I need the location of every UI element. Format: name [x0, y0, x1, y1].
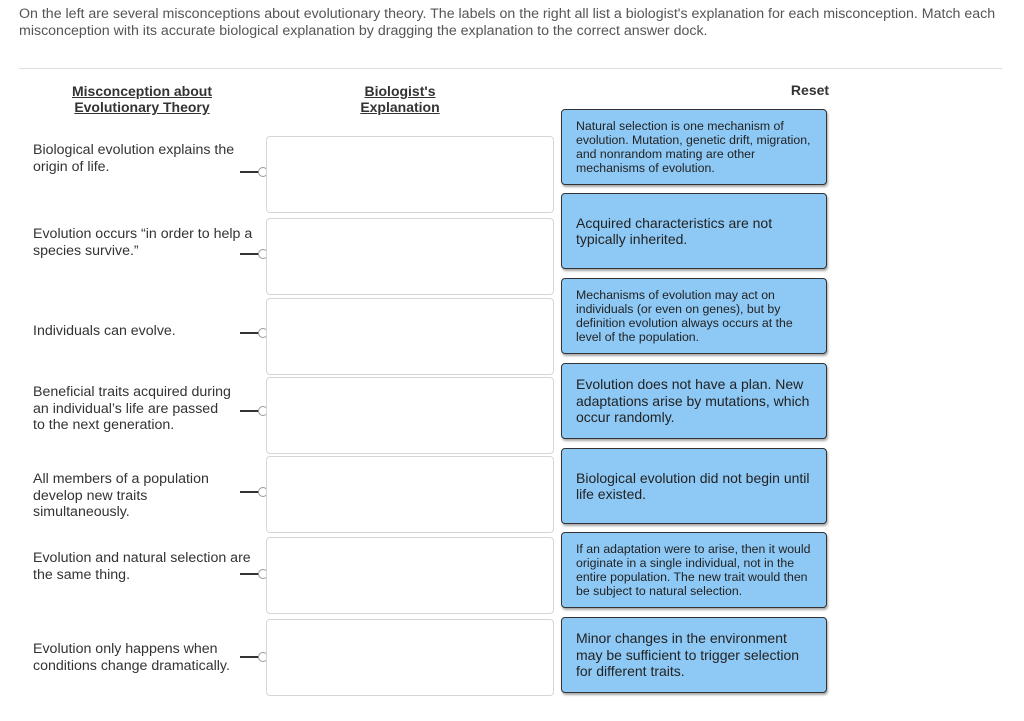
explanation-card[interactable]: Evolution does not have a plan. New adaptations arise by mutations, which occur randomly.	[561, 363, 827, 439]
explanation-card[interactable]: If an adaptation were to arise, then it would originate in a single individual, not in the entire population. The new trait would then be subject to natural selection.	[561, 532, 827, 608]
connector-icon	[240, 326, 266, 340]
answer-dock[interactable]	[266, 298, 554, 375]
explanation-card[interactable]: Biological evolution did not begin until life existed.	[561, 448, 827, 524]
instructions: On the left are several misconceptions about evolutionary theory. The labels on the right all list a biologist's explanation for each misconception. Match each misconception with its accurate biological explanation by dragging the explanation to the correct answer dock.	[19, 6, 996, 39]
misconception-label: Beneficial traits acquired during an individual’s life are passed to the next generation.	[33, 384, 231, 433]
answer-dock[interactable]	[266, 377, 554, 454]
connector-icon	[240, 485, 266, 499]
misconception-label: Evolution occurs “in order to help a species survive.”	[33, 226, 253, 259]
connector-icon	[240, 650, 266, 664]
connector-icon	[240, 567, 266, 581]
explanation-card[interactable]: Minor changes in the environment may be sufficient to trigger selection for different traits.	[561, 617, 827, 693]
misconception-label: Evolution and natural selection are the same thing.	[33, 550, 251, 583]
connector-icon	[240, 165, 266, 179]
misconception-label: Individuals can evolve.	[33, 323, 176, 339]
reset-button[interactable]: Reset	[790, 82, 830, 98]
explanation-card[interactable]: Acquired characteristics are not typically inherited.	[561, 193, 827, 269]
divider	[19, 68, 1002, 69]
misconception-label: Evolution only happens when conditions change dramatically.	[33, 641, 230, 674]
misconception-label: Biological evolution explains the origin of life.	[33, 142, 235, 175]
connector-icon	[240, 247, 266, 261]
answer-dock[interactable]	[266, 456, 554, 533]
explanation-card[interactable]: Mechanisms of evolution may act on individuals (or even on genes), but by definition evolution always occurs at the level of the population.	[561, 278, 827, 354]
explanation-card[interactable]: Natural selection is one mechanism of evolution. Mutation, genetic drift, migration, and nonrandom mating are other mechanisms of evolution.	[561, 109, 827, 185]
answer-dock[interactable]	[266, 136, 554, 213]
misconception-label: All members of a population develop new traits simultaneously.	[33, 471, 209, 520]
answer-dock[interactable]	[266, 218, 554, 295]
answer-dock[interactable]	[266, 619, 554, 696]
misconception-column-header: Misconception about Evolutionary Theory	[72, 83, 212, 115]
answer-dock[interactable]	[266, 537, 554, 614]
explanation-column-header: Biologist's Explanation	[360, 83, 440, 115]
connector-icon	[240, 404, 266, 418]
